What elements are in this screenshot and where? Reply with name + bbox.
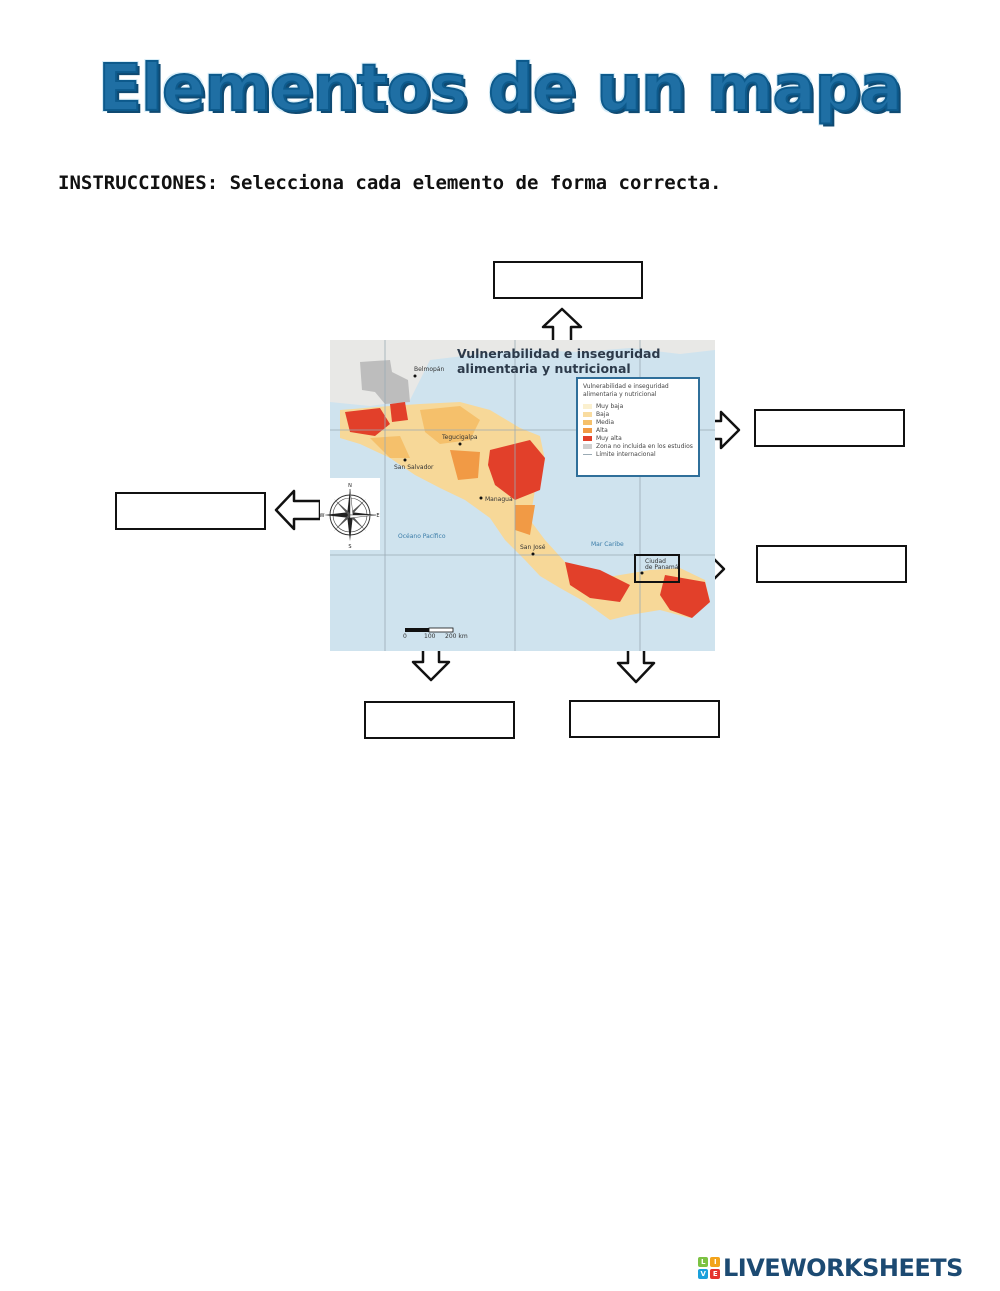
map-legend: [576, 377, 700, 477]
symbol-highlight-box: [634, 554, 680, 583]
answer-box-compass[interactable]: [115, 492, 266, 530]
answer-box-title[interactable]: [493, 261, 643, 299]
worksheet-title: Elementos de un mapa: [98, 52, 902, 126]
scale-tick-200: 200 km: [445, 633, 468, 640]
legend-row: [583, 402, 693, 410]
answer-box-symbol[interactable]: [756, 545, 907, 583]
legend-row: [583, 426, 693, 434]
city-label-panama-line-2: de Panamá: [645, 564, 679, 571]
compass-n-label: N: [348, 483, 352, 489]
logo-letter-i: I: [710, 1257, 720, 1267]
legend-title-line-2: alimentaria y nutricional: [583, 391, 657, 398]
legend-title-line-1: Vulnerabilidad e inseguridad: [583, 383, 669, 390]
city-label-belmopan: Belmopán: [414, 366, 445, 373]
sea-label-pacific: Océano Pacífico: [398, 533, 446, 540]
logo-letter-v: V: [698, 1269, 708, 1279]
city-label-san-jose: San José: [520, 544, 546, 551]
map-title: [457, 346, 660, 376]
legend-label: Muy alta: [596, 434, 622, 442]
central-america-map: [330, 340, 715, 651]
legend-label: Zona no incluida en los estudios: [596, 442, 693, 450]
legend-swatch: [583, 428, 592, 433]
scale-tick-0: 0: [403, 633, 407, 640]
answer-box-scale[interactable]: [364, 701, 515, 739]
legend-swatch: [583, 412, 592, 417]
legend-swatch: [583, 444, 592, 449]
legend-row-boundary: [583, 450, 693, 458]
legend-label: Alta: [596, 426, 608, 434]
legend-swatch: [583, 404, 592, 409]
legend-row: [583, 418, 693, 426]
boundary-line-swatch: [583, 454, 592, 455]
legend-title: [583, 383, 693, 399]
answer-box-legend[interactable]: [754, 409, 905, 447]
compass-s-label: S: [348, 544, 352, 550]
legend-label: Muy baja: [596, 402, 624, 410]
liveworksheets-logo: [698, 1254, 963, 1282]
legend-swatch: [583, 420, 592, 425]
legend-swatch: [583, 436, 592, 441]
legend-label: Baja: [596, 410, 610, 418]
city-label-managua: Managua: [485, 496, 513, 503]
instructions-text: INSTRUCCIONES: Selecciona cada elemento de forma correcta.: [58, 172, 722, 194]
scale-tick-100: 100: [424, 633, 436, 640]
city-label-tegucigalpa: Tegucigalpa: [442, 434, 478, 441]
logo-letter-l: L: [698, 1257, 708, 1267]
footer-brand: LIVEWORKSHEETS: [723, 1254, 963, 1282]
legend-row: [583, 442, 693, 450]
answer-box-coordinates[interactable]: [569, 700, 720, 738]
logo-icon: [698, 1257, 720, 1279]
sea-label-caribbean: Mar Caribe: [591, 541, 624, 548]
legend-label: Media: [596, 418, 615, 426]
legend-row: [583, 410, 693, 418]
legend-row: [583, 434, 693, 442]
city-label-panama-line-1: Ciudad: [645, 558, 666, 565]
arrow-left-icon: [274, 488, 322, 532]
compass-w-label: W: [320, 513, 325, 519]
city-label-san-salvador: San Salvador: [394, 464, 434, 471]
logo-letter-e: E: [710, 1269, 720, 1279]
legend-label: Límite internacional: [596, 450, 656, 458]
compass-e-label: E: [376, 513, 380, 519]
map-title-line-2: alimentaria y nutricional: [457, 361, 631, 376]
compass-rose-icon: [320, 480, 380, 550]
map-title-line-1: Vulnerabilidad e inseguridad: [457, 346, 661, 361]
